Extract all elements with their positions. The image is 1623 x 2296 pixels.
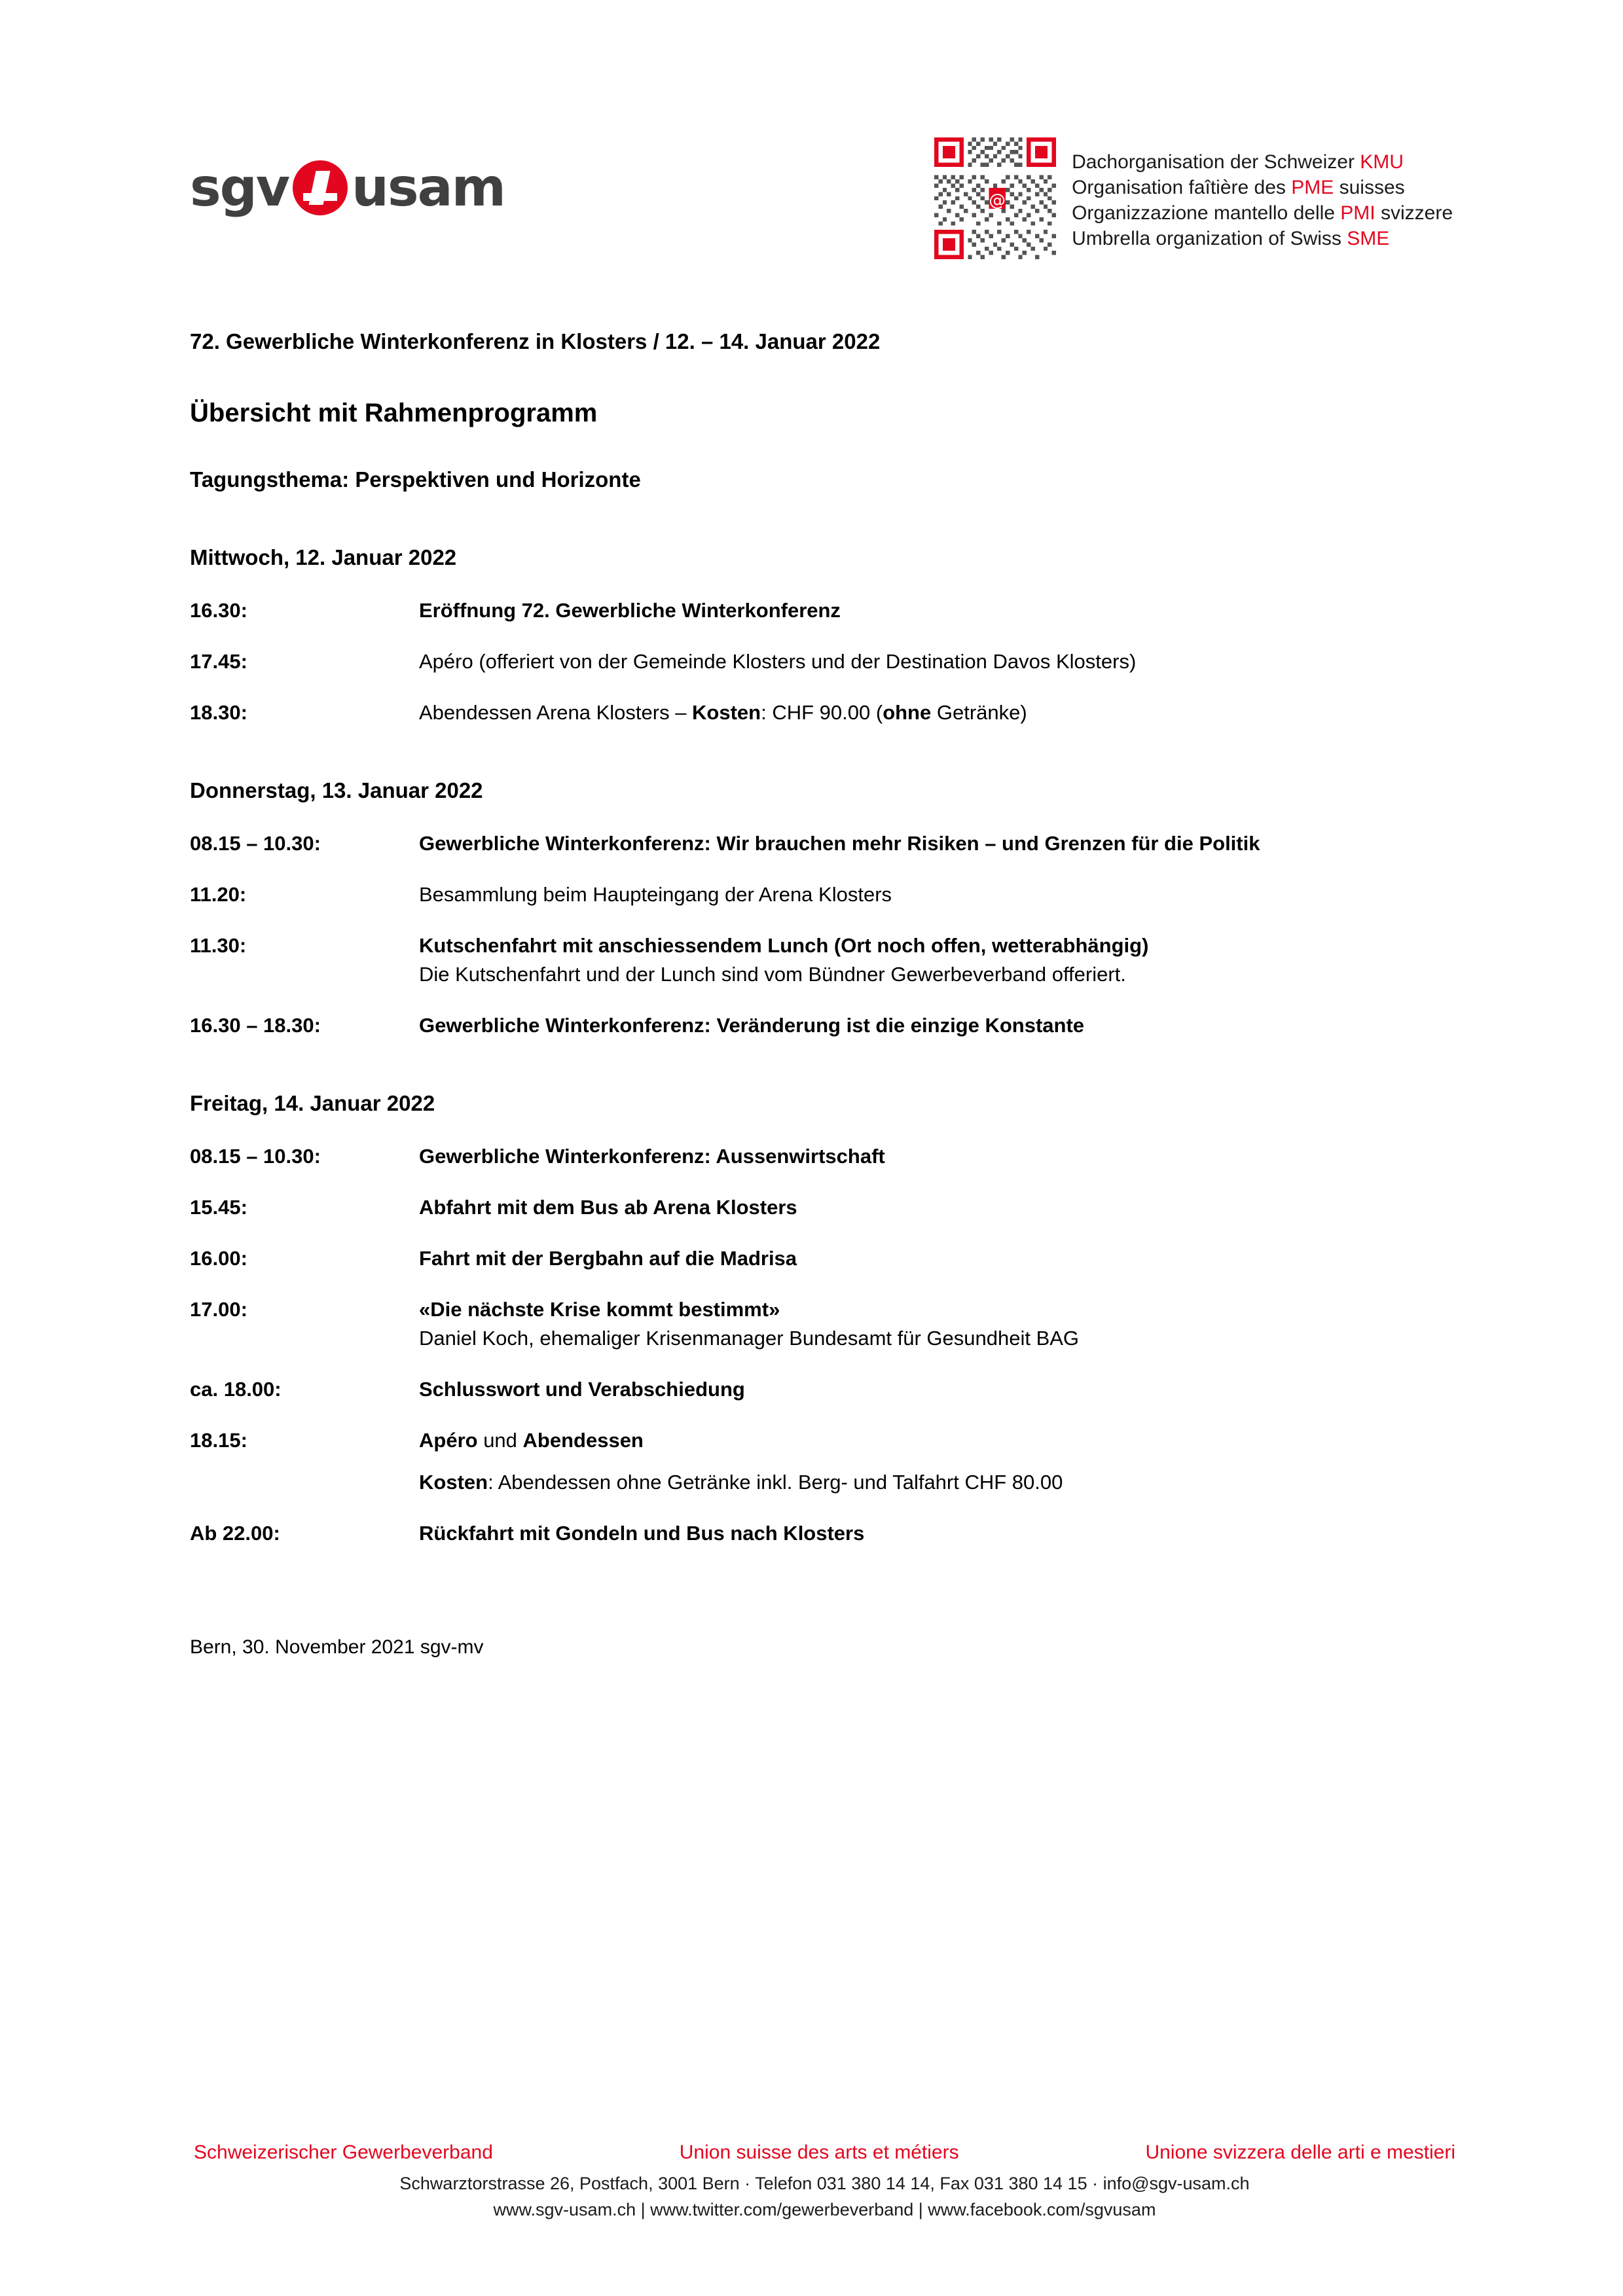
page-header <box>190 137 1459 288</box>
org-line-it-post: svizzere <box>1375 202 1453 224</box>
schedule-row-costs <box>190 1468 1459 1497</box>
org-line-it <box>1072 200 1453 226</box>
svg-text:@: @ <box>989 190 1006 211</box>
desc-main: «Die nächste Krise kommt bestimmt» <box>419 1298 780 1321</box>
desc-part-post: Getränke) <box>931 701 1027 724</box>
day-title: Donnerstag, 13. Januar 2022 <box>190 778 483 802</box>
organization-block <box>934 137 1453 259</box>
schedule-time: 16.30 – 18.30: <box>190 1014 321 1037</box>
schedule-description: Fahrt mit der Bergbahn auf die Madrisa <box>419 1247 797 1270</box>
schedule-time: 11.20: <box>190 883 247 906</box>
schedule-time: 18.30: <box>190 701 247 724</box>
footer-address: Schwarztorstrasse 26, Postfach, 3001 Bern · Telefon 031 380 14 14, Fax 031 380 14 15 · info@sgv-usam.ch <box>399 2174 1250 2193</box>
footer-web-links: www.sgv-usam.ch | www.twitter.com/gewerbeverband | www.facebook.com/sgvusam <box>493 2200 1156 2219</box>
schedule-description: Gewerbliche Winterkonferenz: Wir brauchen mehr Risiken – und Grenzen für die Politik <box>419 832 1260 855</box>
schedule-row <box>190 1142 1459 1171</box>
org-line-it-pre: Organizzazione mantello delle <box>1072 202 1341 224</box>
schedule-time: 16.30: <box>190 599 247 622</box>
day-title: Freitag, 14. Januar 2022 <box>190 1091 435 1115</box>
footer-organization-names <box>190 2142 1459 2170</box>
desc-subline: Die Kutschenfahrt und der Lunch sind vom Bündner Gewerbeverband offeriert. <box>419 963 1126 986</box>
day-group-friday <box>190 1091 1459 1548</box>
schedule-time: 08.15 – 10.30: <box>190 832 321 855</box>
org-line-it-hl: PMI <box>1340 202 1376 224</box>
schedule-description <box>419 1468 1459 1497</box>
schedule-time: ca. 18.00: <box>190 1378 282 1401</box>
org-line-en-pre: Umbrella organization of Swiss <box>1072 228 1347 249</box>
schedule-row <box>190 880 1459 909</box>
sgv-usam-logo <box>190 157 505 218</box>
org-line-fr-hl: PME <box>1291 177 1334 198</box>
org-line-en-hl: SME <box>1347 228 1390 249</box>
day-group-wednesday <box>190 545 1459 727</box>
schedule-description <box>419 931 1459 989</box>
page-title: 72. Gewerbliche Winterkonferenz in Klosters / 12. – 14. Januar 2022 <box>190 329 881 353</box>
schedule-time: 17.45: <box>190 650 247 673</box>
org-line-de <box>1072 149 1453 175</box>
schedule-description <box>419 1426 1459 1455</box>
schedule-row <box>190 698 1459 727</box>
org-line-fr <box>1072 175 1453 200</box>
org-line-fr-pre: Organisation faîtière des <box>1072 177 1292 198</box>
schedule-description: Rückfahrt mit Gondeln und Bus nach Klosters <box>419 1522 865 1545</box>
schedule-row <box>190 596 1459 625</box>
schedule-row <box>190 931 1459 989</box>
day-title: Mittwoch, 12. Januar 2022 <box>190 545 457 569</box>
org-line-en <box>1072 226 1453 251</box>
desc-part-mid: und <box>477 1429 523 1452</box>
schedule-time: 17.00: <box>190 1298 247 1321</box>
schedule-time: 18.15: <box>190 1429 247 1452</box>
schedule-time: Ab 22.00: <box>190 1522 280 1545</box>
schedule-row <box>190 1375 1459 1404</box>
schedule-row <box>190 1519 1459 1548</box>
schedule-time: 08.15 – 10.30: <box>190 1145 321 1168</box>
closing-line: Bern, 30. November 2021 sgv-mv <box>190 1636 484 1658</box>
desc-part-bold1: Apéro <box>419 1429 478 1452</box>
footer-name-fr: Union suisse des arts et métiers <box>679 2142 959 2163</box>
qr-code-icon <box>934 137 1056 259</box>
schedule-row <box>190 1244 1459 1273</box>
logo-text-usam: usam <box>352 157 505 218</box>
desc-part-bold2: ohne <box>883 701 932 724</box>
page-footer <box>190 2142 1459 2223</box>
desc-subline: Daniel Koch, ehemaliger Krisenmanager Bundesamt für Gesundheit BAG <box>419 1327 1080 1350</box>
footer-name-it: Unione svizzera delle arti e mestieri <box>1145 2142 1455 2163</box>
org-line-de-hl: KMU <box>1360 151 1404 173</box>
schedule-description: Abfahrt mit dem Bus ab Arena Klosters <box>419 1196 797 1219</box>
desc-part-pre: Abendessen Arena Klosters – <box>419 701 693 724</box>
schedule-time: 16.00: <box>190 1247 247 1270</box>
desc-part-bold2: Abendessen <box>522 1429 644 1452</box>
organization-taglines <box>1072 137 1453 251</box>
desc-part-bold1: Kosten <box>692 701 761 724</box>
schedule-row <box>190 1011 1459 1040</box>
desc-part-mid: : Abendessen ohne Getränke inkl. Berg- und Talfahrt CHF 80.00 <box>488 1471 1063 1494</box>
schedule-row <box>190 647 1459 676</box>
org-line-fr-post: suisses <box>1334 177 1405 198</box>
org-line-de-pre: Dachorganisation der Schweizer <box>1072 151 1360 173</box>
schedule-row <box>190 1426 1459 1455</box>
schedule-description: Eröffnung 72. Gewerbliche Winterkonferenz <box>419 599 841 622</box>
schedule-time: 11.30: <box>190 934 247 957</box>
schedule-description: Gewerbliche Winterkonferenz: Aussenwirtschaft <box>419 1145 885 1168</box>
schedule-description: Schlusswort und Verabschiedung <box>419 1378 745 1401</box>
schedule-description <box>419 1295 1459 1353</box>
desc-main: Kutschenfahrt mit anschiessendem Lunch (Ort noch offen, wetterabhängig) <box>419 934 1149 957</box>
conference-theme: Tagungsthema: Perspektiven und Horizonte <box>190 467 641 492</box>
page-subtitle: Übersicht mit Rahmenprogramm <box>190 399 598 427</box>
schedule-row <box>190 829 1459 858</box>
usam-circle-logo-icon <box>293 160 348 215</box>
schedule-row <box>190 1193 1459 1222</box>
schedule-time: 15.45: <box>190 1196 247 1219</box>
schedule-description <box>419 698 1459 727</box>
footer-name-de: Schweizerischer Gewerbeverband <box>194 2142 493 2163</box>
schedule-description: Besammlung beim Haupteingang der Arena Klosters <box>419 883 892 906</box>
logo-text-sgv: sgv <box>190 157 289 218</box>
schedule-row <box>190 1295 1459 1353</box>
schedule-description: Gewerbliche Winterkonferenz: Veränderung ist die einzige Konstante <box>419 1014 1085 1037</box>
desc-part-mid: : CHF 90.00 ( <box>761 701 883 724</box>
desc-part-bold1: Kosten <box>419 1471 488 1494</box>
day-group-thursday <box>190 778 1459 1040</box>
schedule-description: Apéro (offeriert von der Gemeinde Klosters und der Destination Davos Klosters) <box>419 650 1137 673</box>
